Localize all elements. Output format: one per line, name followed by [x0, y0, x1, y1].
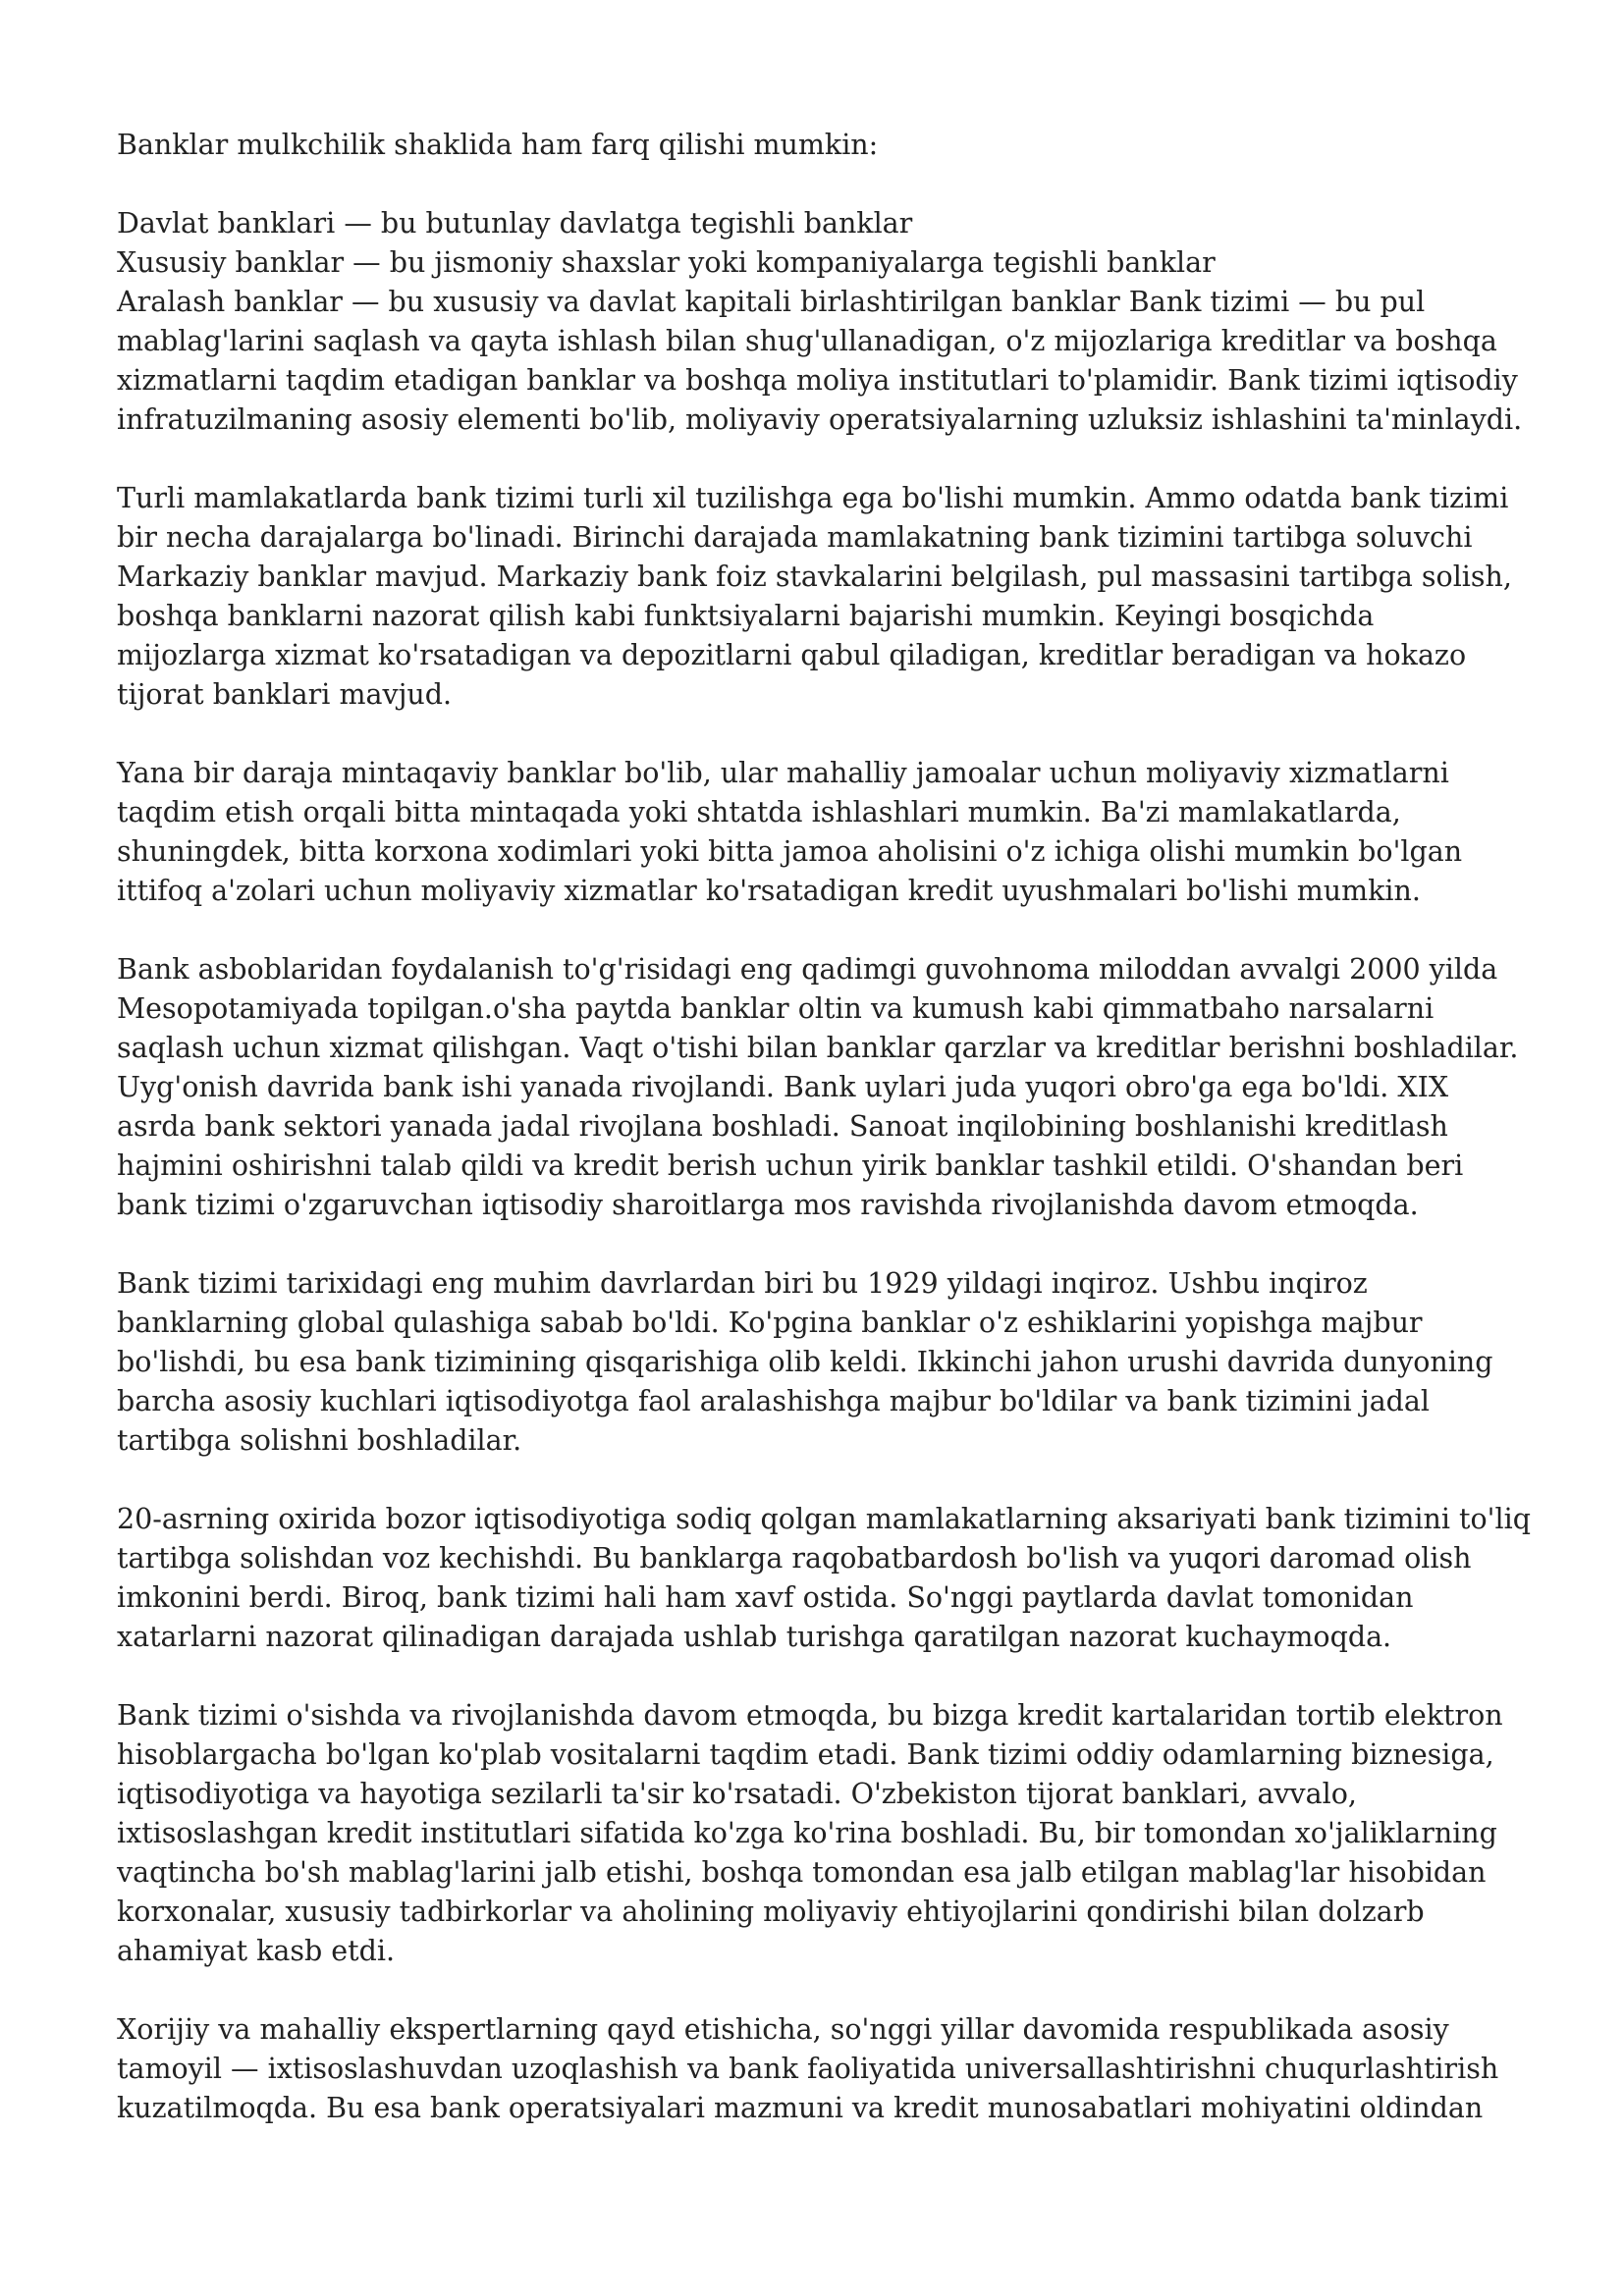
paragraph-crisis: Bank tizimi tarixidagi eng muhim davrlardan biri bu 1929 yildagi inqiroz. Ushbu inqiroz banklarning global qulashiga sabab bo'ldi. Ko'pgina banklar o'z eshiklarini yopishga majbur bo'lishdi, bu esa bank tizimining qisqarishiga olib keldi. Ikkinchi jahon urushi davrida dunyoning barcha asosiy kuchlari iqtisodiyotga faol aralashishga majbur bo'ldilar va bank tizimini jadal tartibga solishni boshladilar.	[117, 1267, 1493, 1457]
paragraph-levels: Turli mamlakatlarda bank tizimi turli xil tuzilishga ega bo'lishi mumkin. Ammo odatda bank tizimi bir necha darajalarga bo'linadi. Birinchi darajada mamlakatning bank tizimini tartibga soluvchi Markaziy banklar mavjud. Markaziy bank foiz stavkalarini belgilash, pul massasini tartibga solish, boshqa banklarni nazorat qilish kabi funktsiyalarni bajarishi mumkin. Keyingi bosqichda mijozlarga xizmat ko'rsatadigan va depozitlarni qabul qiladigan, kreditlar beradigan va hokazo tijorat banklari mavjud.	[117, 482, 1512, 711]
paragraph-growth: Bank tizimi o'sishda va rivojlanishda davom etmoqda, bu bizga kredit kartalaridan tortib elektron hisoblargacha bo'lgan ko'plab vositalarni taqdim etadi. Bank tizimi oddiy odamlarning biznesiga, iqtisodiyotiga va hayotiga sezilarli ta'sir ko'rsatadi. O'zbekiston tijorat banklari, avvalo, ixtisoslashgan kredit institutlari sifatida ko'zga ko'rina boshladi. Bu, bir tomondan xo'jaliklarning vaqtincha bo'sh mablag'larini jalb etishi, boshqa tomondan esa jalb etilgan mablag'lar hisobidan korxonalar, xususiy tadbirkorlar va aholining moliyaviy ehtiyojlarini qondirishi bilan dolzarb ahamiyat kasb etdi.	[117, 1699, 1503, 1967]
paragraph-history: Bank asboblaridan foydalanish to'g'risidagi eng qadimgi guvohnoma miloddan avvalgi 2000 yilda Mesopotamiyada topilgan.o'sha paytda banklar oltin va kumush kabi qimmatbaho narsalarni saqlash uchun xizmat qilishgan. Vaqt o'tishi bilan banklar qarzlar va kreditlar berishni boshladilar. Uyg'onish davrida bank ishi yanada rivojlandi. Bank uylari juda yuqori obro'ga ega bo'ldi. XIX asrda bank sektori yanada jadal rivojlana boshladi. Sanoat inqilobining boshlanishi kreditlash hajmini oshirishni talab qildi va kredit berish uchun yirik banklar tashkil etildi. O'shandan beri bank tizimi o'zgaruvchan iqtisodiy sharoitlarga mos ravishda rivojlanishda davom etmoqda.	[117, 953, 1519, 1221]
paragraph-regional: Yana bir daraja mintaqaviy banklar bo'lib, ular mahalliy jamoalar uchun moliyaviy xizmatlarni taqdim etish orqali bitta mintaqada yoki shtatda ishlashlari mumkin. Ba'zi mamlakatlarda, shuningdek, bitta korxona xodimlari yoki bitta jamoa aholisini o'z ichiga olishi mumkin bo'lgan ittifoq a'zolari uchun moliyaviy xizmatlar ko'rsatadigan kredit uyushmalari bo'lishi mumkin.	[117, 757, 1463, 907]
ownership-type-state: Davlat banklari — bu butunlay davlatga tegishli banklar	[117, 207, 913, 240]
paragraph-20th-century: 20-asrning oxirida bozor iqtisodiyotiga sodiq qolgan mamlakatlarning aksariyati bank tizimini to'liq tartibga solishdan voz kechishdi. Bu banklarga raqobatbardosh bo'lish va yuqori daromad olish imkonini berdi. Biroq, bank tizimi hali ham xavf ostida. So'nggi paytlarda davlat tomonidan xatarlarni nazorat qilinadigan darajada ushlab turishga qaratilgan nazorat kuchaymoqda.	[117, 1503, 1531, 1653]
document-page	[117, 126, 1531, 2128]
ownership-type-private: Xususiy banklar — bu jismoniy shaxslar yoki kompaniyalarga tegishli banklar	[117, 246, 1216, 279]
intro-paragraph: Banklar mulkchilik shaklida ham farq qilishi mumkin:	[117, 129, 879, 161]
paragraph-experts: Xorijiy va mahalliy ekspertlarning qayd etishicha, so'nggi yillar davomida respublikada asosiy tamoyil — ixtisoslashuvdan uzoqlashish va bank faoliyatida universallashtirishni chuqurlashtirish kuzatilmoqda. Bu esa bank operatsiyalari mazmuni va kredit munosabatlari mohiyatini oldindan	[117, 2013, 1499, 2124]
paragraph-mixed-banks: Aralash banklar — bu xususiy va davlat kapitali birlashtirilgan banklar Bank tizimi — bu pul mablag'larini saqlash va qayta ishlash bilan shug'ullanadigan, o'z mijozlariga kreditlar va boshqa xizmatlarni taqdim etadigan banklar va boshqa moliya institutlari to'plamidir. Bank tizimi iqtisodiy infratuzilmaning asosiy elementi bo'lib, moliyaviy operatsiyalarning uzluksiz ishlashini ta'minlaydi.	[117, 286, 1523, 436]
